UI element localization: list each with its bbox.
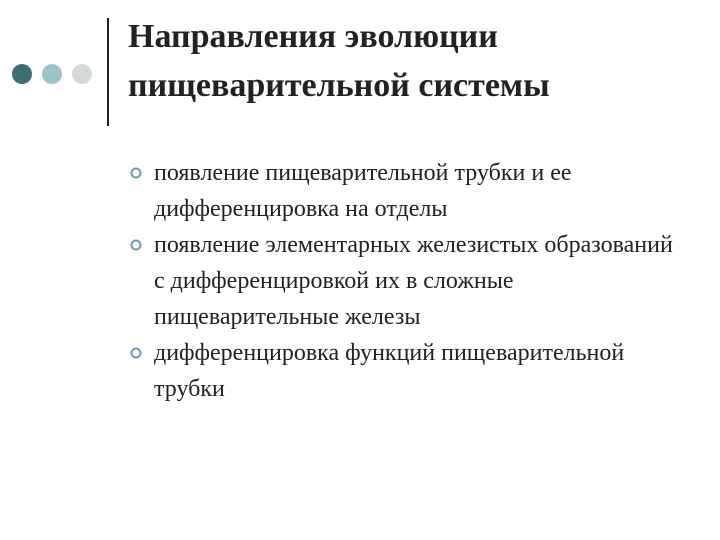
title-divider [107,18,109,126]
dots-decoration [12,64,96,84]
dot-mid [42,64,62,84]
bullet-item [128,227,688,335]
ring-bullet-icon [130,347,142,359]
slide-title-line-1: Направления эволюции [128,18,498,55]
bullet-text: появление элементарных железистых образований с дифференцировкой их в сложные пищеварительные железы [154,232,673,330]
dot-dark [12,64,32,84]
bullet-text: дифференцировка функций пищеварительной трубки [154,340,625,402]
ring-bullet-icon [130,239,142,251]
bullet-item [128,335,688,407]
slide-title [128,12,688,110]
bullet-list [128,155,688,407]
slide-title-line-2: пищеварительной системы [128,67,550,104]
bullet-text: появление пищеварительной трубки и ее дифференцировка на отделы [154,160,572,222]
ring-bullet-icon [130,167,142,179]
bullet-item [128,155,688,227]
dot-light [72,64,92,84]
